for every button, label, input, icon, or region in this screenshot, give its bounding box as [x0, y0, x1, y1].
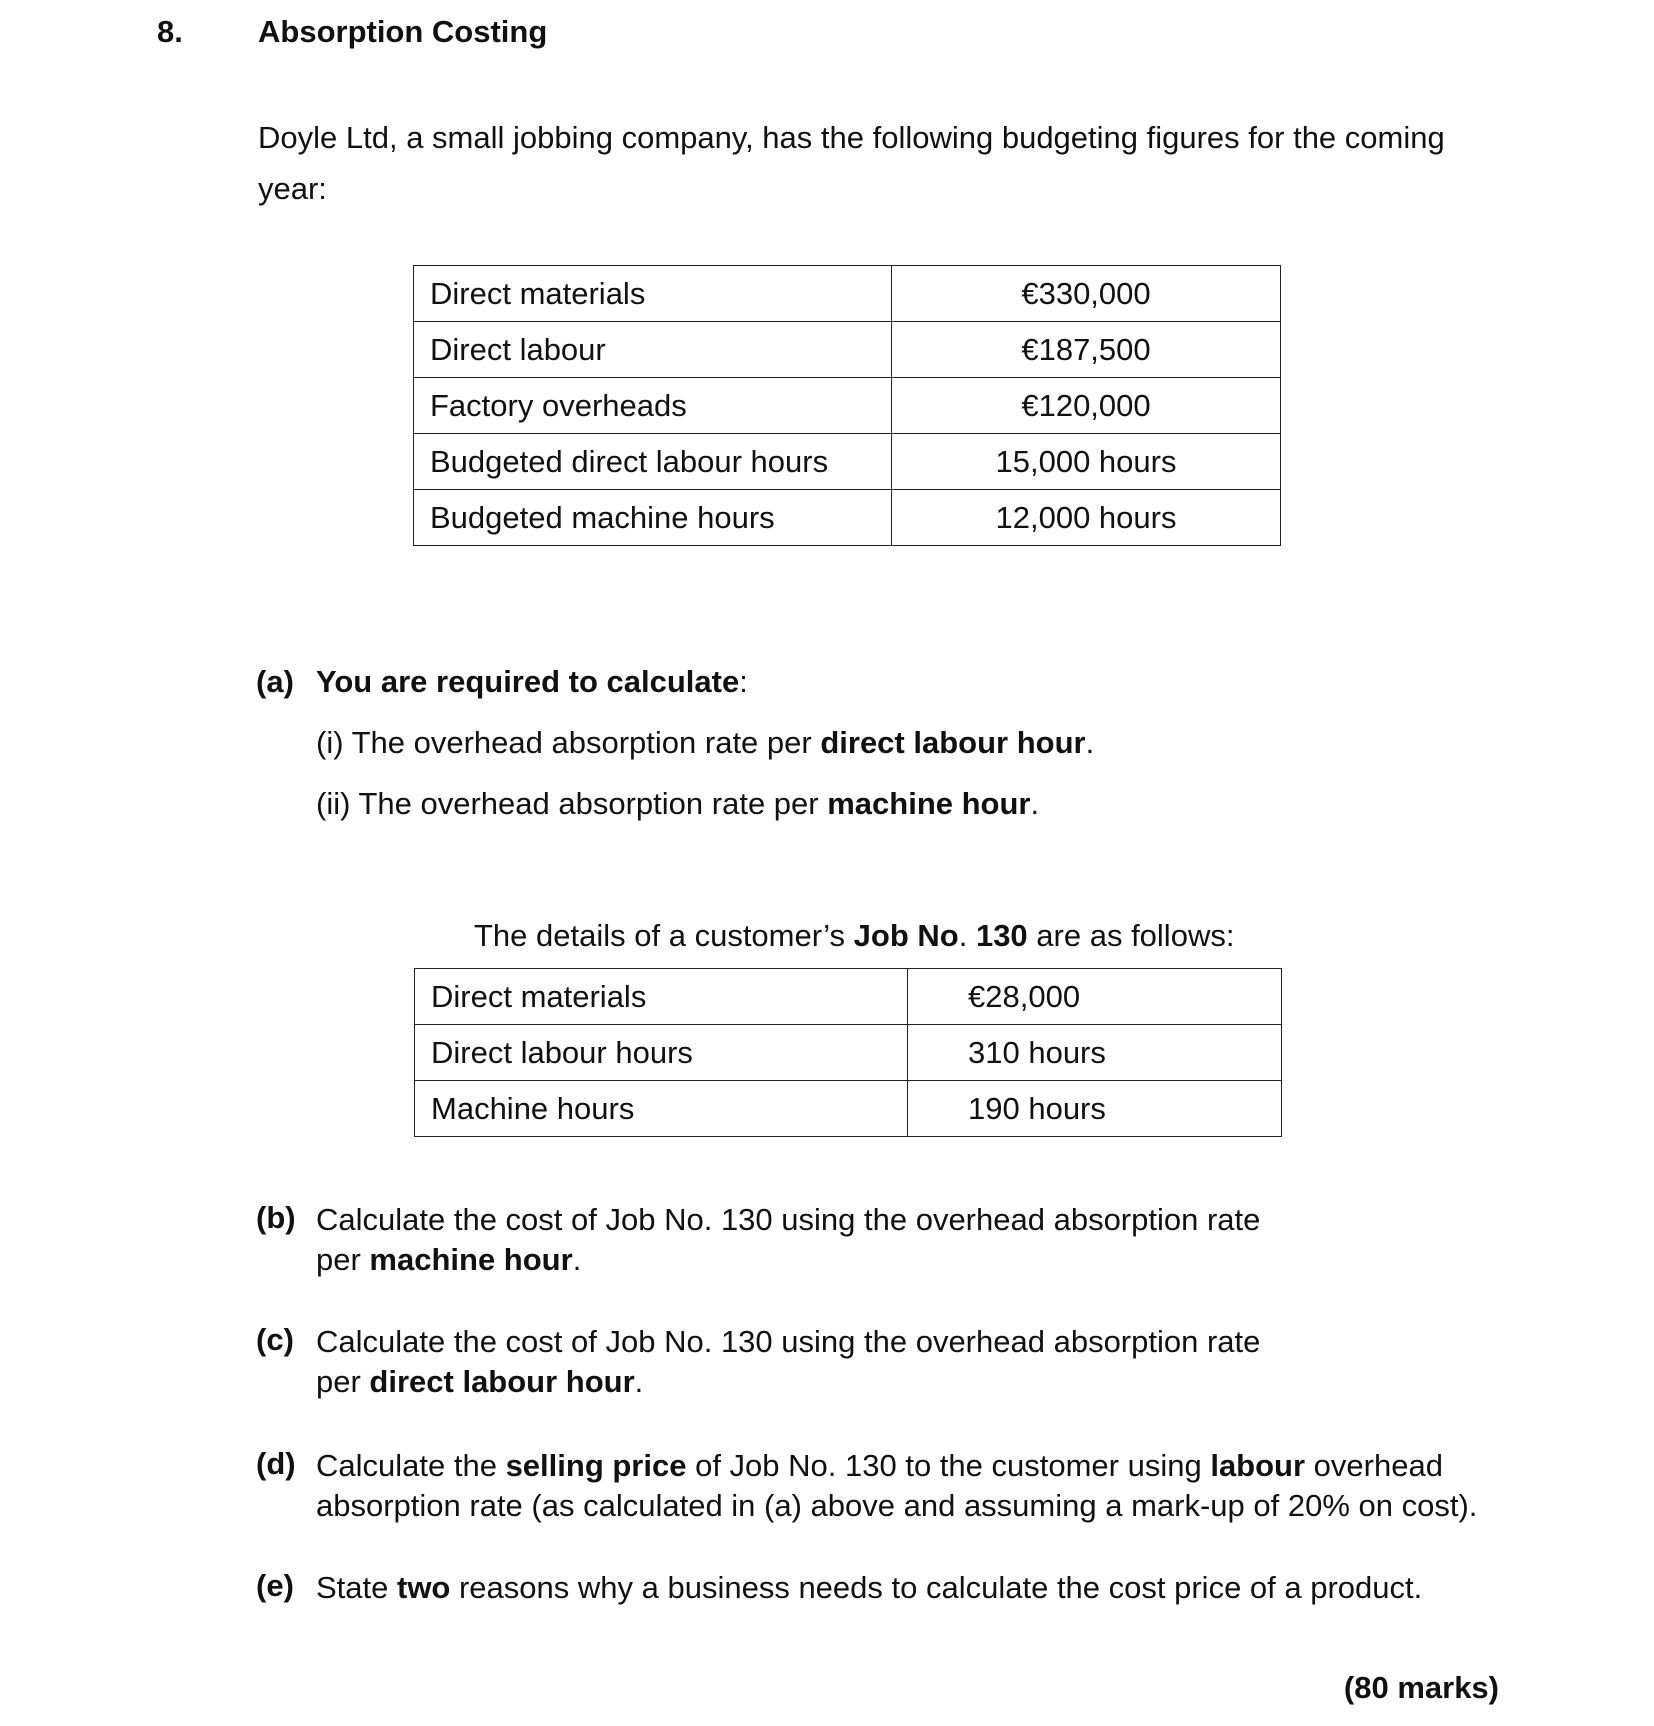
part-e-text	[316, 1568, 1422, 1608]
job-label: Machine hours	[415, 1081, 908, 1137]
part-d-line1	[316, 1446, 1477, 1486]
part-b-line2-text: per	[316, 1242, 370, 1277]
part-b-line2-suffix: .	[572, 1242, 582, 1277]
part-a-heading-colon: :	[739, 664, 748, 699]
budget-label: Factory overheads	[414, 378, 892, 434]
job-intro-mid: .	[958, 918, 976, 953]
part-c-label: (c)	[256, 1322, 294, 1357]
table-row	[414, 266, 1281, 322]
part-a-i-text: (i) The overhead absorption rate per	[316, 725, 821, 760]
budget-value: €330,000	[892, 266, 1281, 322]
part-d-text3: overhead	[1305, 1448, 1443, 1483]
part-c-line2-suffix: .	[634, 1364, 644, 1399]
part-a-ii-text: (ii) The overhead absorption rate per	[316, 786, 828, 821]
table-row	[415, 1025, 1282, 1081]
part-e-label: (e)	[256, 1568, 294, 1603]
part-d-line2: absorption rate (as calculated in (a) above and assuming a mark-up of 20% on cost).	[316, 1488, 1478, 1523]
part-d-bold1: selling price	[505, 1448, 687, 1483]
budget-value: 12,000 hours	[892, 490, 1281, 546]
job-intro-text: The details of a customer’s	[474, 918, 854, 953]
part-d-label: (d)	[256, 1446, 296, 1481]
part-b-line2-bold: machine hour	[369, 1242, 573, 1277]
question-number: 8.	[157, 14, 183, 49]
part-c-line2-bold: direct labour hour	[369, 1364, 635, 1399]
job-label: Direct labour hours	[415, 1025, 908, 1081]
table-row	[414, 322, 1281, 378]
part-a-heading-text: You are required to calculate	[316, 664, 740, 699]
job-intro-suffix: are as follows:	[1027, 918, 1235, 953]
budget-label: Budgeted direct labour hours	[414, 434, 892, 490]
part-a-i	[316, 725, 1094, 761]
job-value: €28,000	[908, 969, 1282, 1025]
job-value: 310 hours	[908, 1025, 1282, 1081]
part-e-text2: reasons why a business needs to calculate the cost price of a product.	[450, 1570, 1423, 1605]
part-a-heading	[316, 664, 748, 700]
table-row	[415, 969, 1282, 1025]
intro-paragraph: Doyle Ltd, a small jobbing company, has the following budgeting figures for the coming year:	[258, 120, 1445, 206]
job-table	[414, 968, 1282, 1137]
job-intro-number: 130	[975, 918, 1028, 953]
part-c-line2	[316, 1362, 1260, 1402]
part-d-text1: Calculate the	[316, 1448, 506, 1483]
marks-total: (80 marks)	[1343, 1670, 1499, 1705]
part-a-ii-suffix: .	[1030, 786, 1040, 821]
part-d-bold2: labour	[1210, 1448, 1306, 1483]
part-c-text	[316, 1322, 1260, 1402]
part-a-ii-bold: machine hour	[827, 786, 1031, 821]
part-c-line1: Calculate the cost of Job No. 130 using the overhead absorption rate	[316, 1324, 1261, 1359]
job-label: Direct materials	[415, 969, 908, 1025]
part-d-text2: of Job No. 130 to the customer using	[686, 1448, 1211, 1483]
part-d-text	[316, 1446, 1477, 1526]
part-b-text	[316, 1200, 1260, 1280]
part-a-ii	[316, 786, 1039, 822]
budget-value: €120,000	[892, 378, 1281, 434]
job-intro	[474, 918, 1234, 954]
part-c-line2-text: per	[316, 1364, 370, 1399]
table-row	[414, 490, 1281, 546]
question-title: Absorption Costing	[258, 14, 548, 49]
part-e-text1: State	[316, 1570, 397, 1605]
table-row	[414, 434, 1281, 490]
part-a-i-bold: direct labour hour	[820, 725, 1086, 760]
part-b-line2	[316, 1240, 1260, 1280]
budget-label: Direct materials	[414, 266, 892, 322]
table-row	[414, 378, 1281, 434]
job-value: 190 hours	[908, 1081, 1282, 1137]
part-e-bold: two	[397, 1570, 451, 1605]
budget-value: €187,500	[892, 322, 1281, 378]
job-intro-bold: Job No	[853, 918, 959, 953]
budget-value: 15,000 hours	[892, 434, 1281, 490]
table-row	[415, 1081, 1282, 1137]
budget-label: Budgeted machine hours	[414, 490, 892, 546]
budget-table	[413, 265, 1281, 546]
part-b-line1: Calculate the cost of Job No. 130 using the overhead absorption rate	[316, 1202, 1261, 1237]
part-a-label: (a)	[256, 664, 294, 699]
part-a-i-suffix: .	[1085, 725, 1095, 760]
part-b-label: (b)	[256, 1200, 296, 1235]
budget-label: Direct labour	[414, 322, 892, 378]
